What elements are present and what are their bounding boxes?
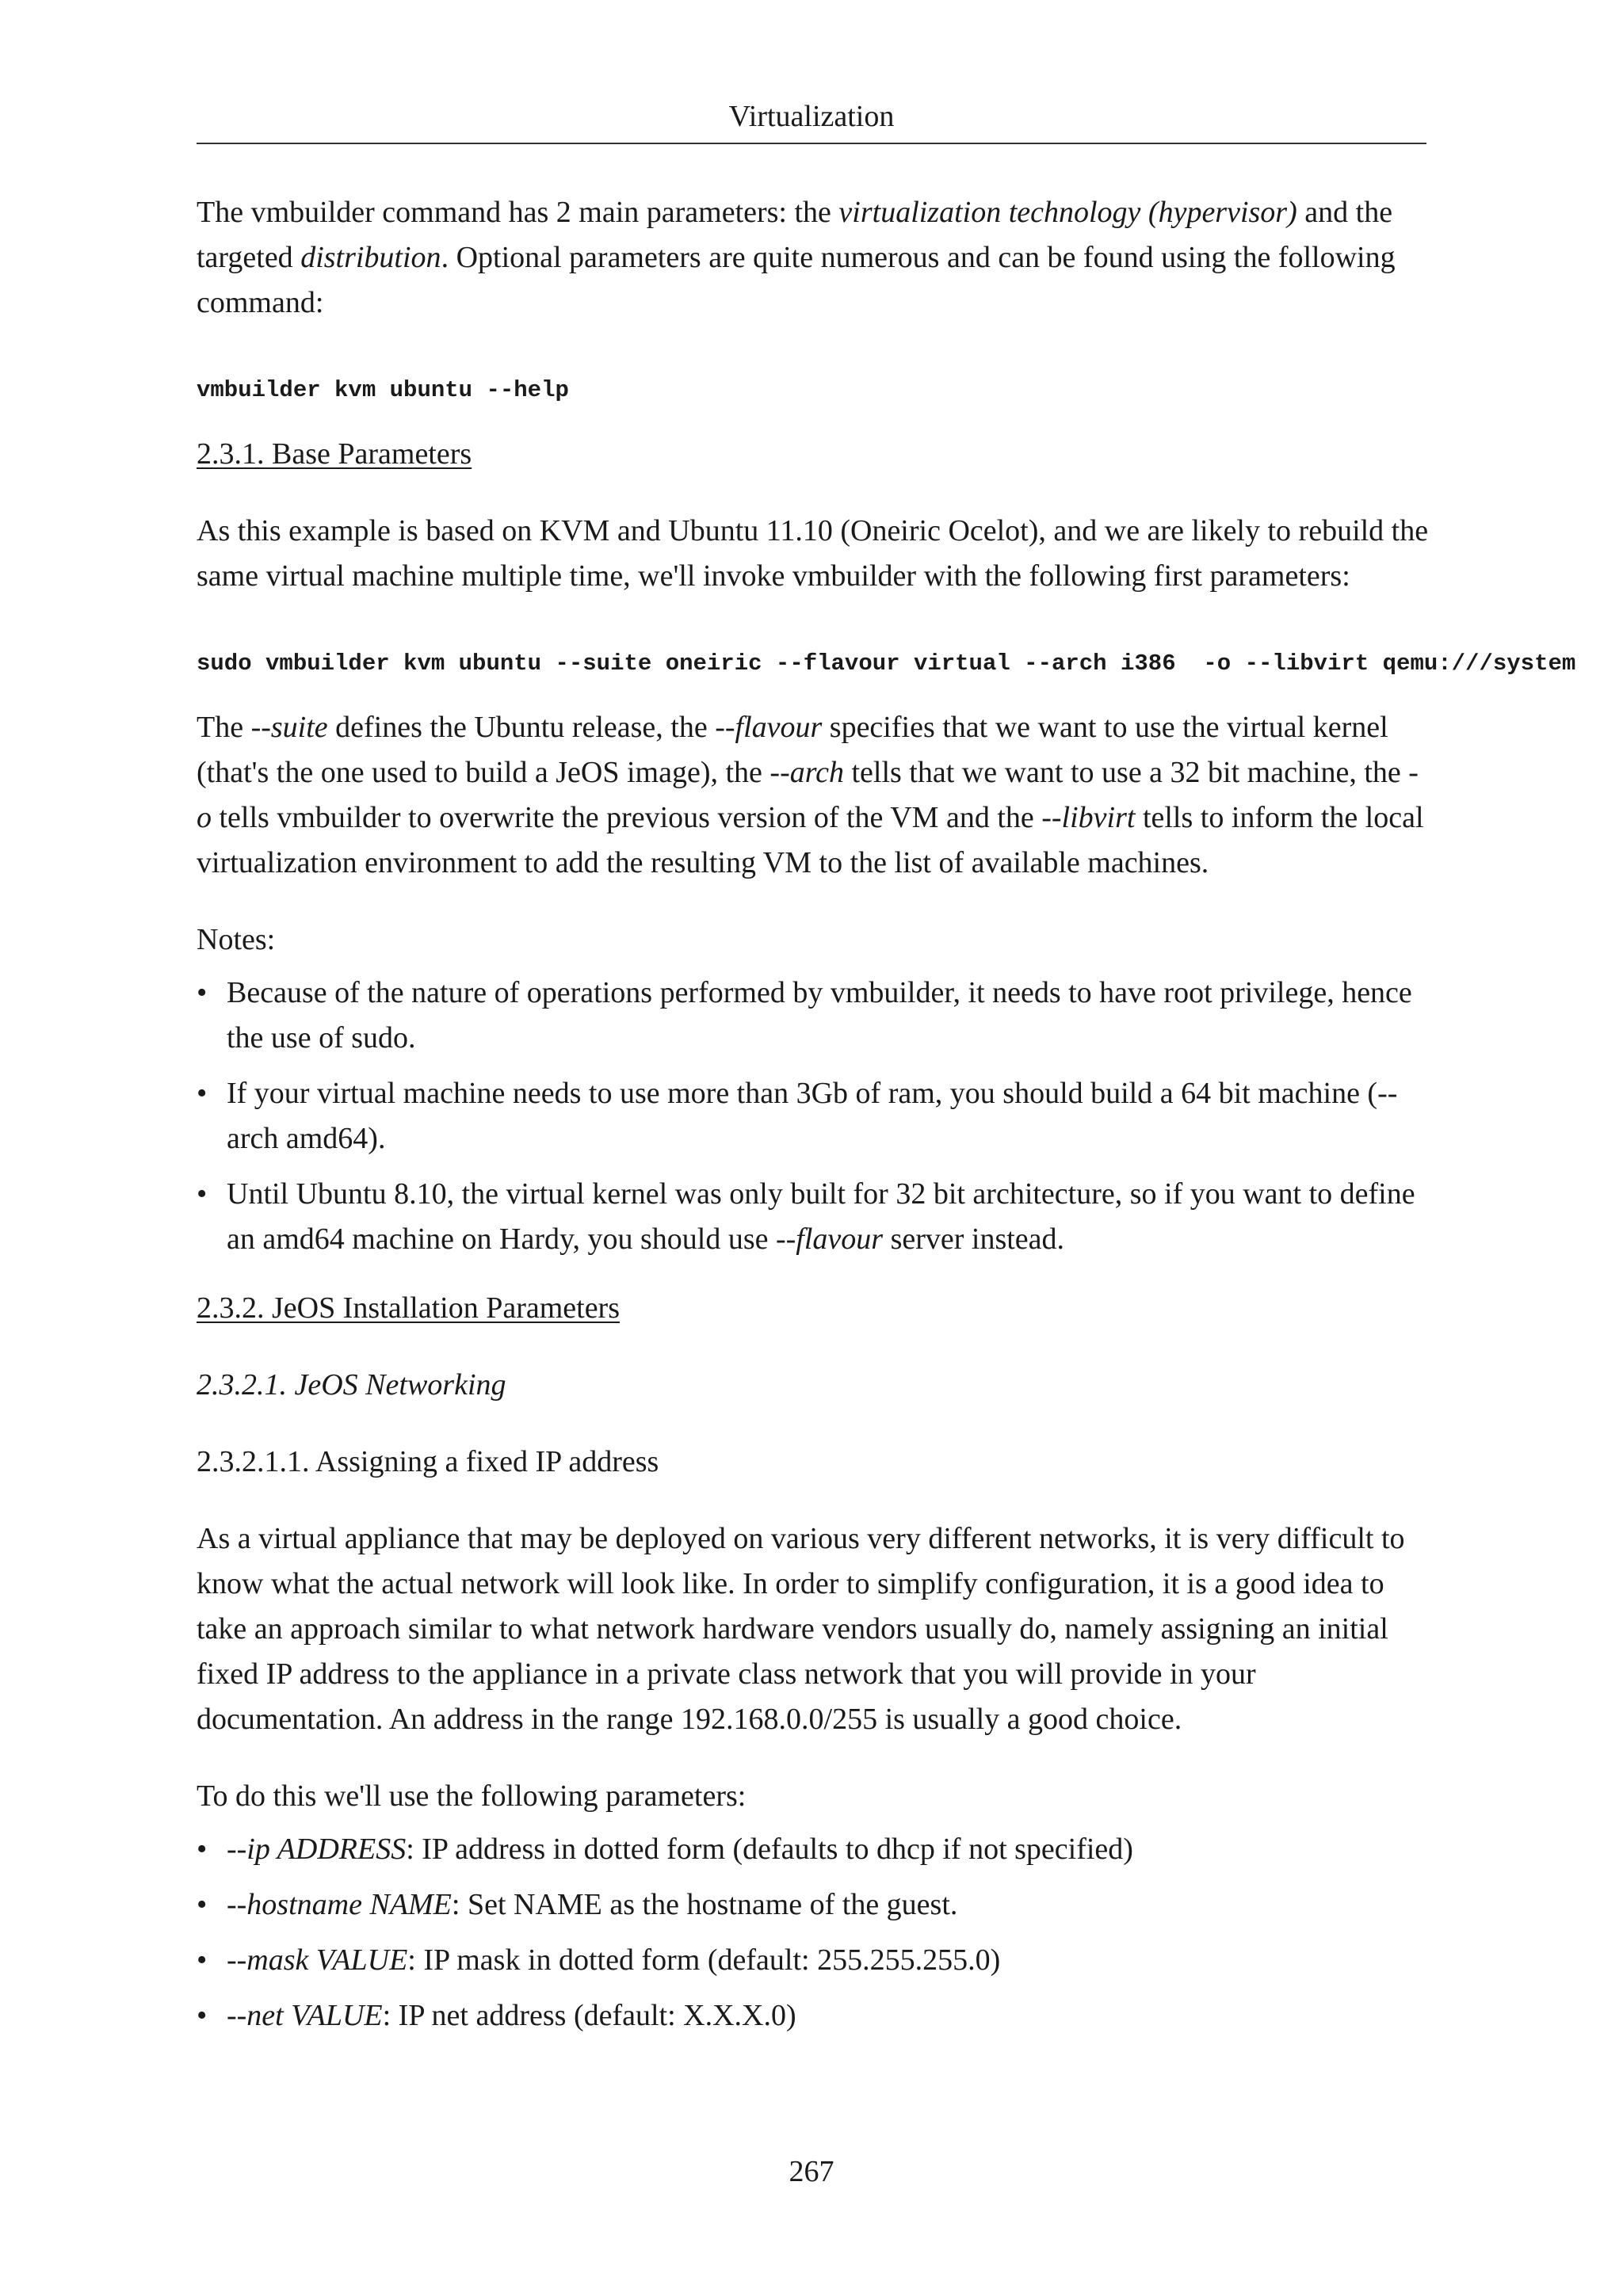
- suite-paragraph: [197, 705, 1433, 886]
- note-text-hardy-b: server instead.: [883, 1222, 1065, 1256]
- intro-text-1: The vmbuilder command has 2 main parameters: the: [197, 196, 839, 229]
- bullet-icon: •: [197, 1177, 208, 1211]
- note-emphasis-flavour: --flavour: [776, 1222, 884, 1256]
- suite-emphasis-o: o: [197, 801, 212, 834]
- intro-emphasis-hypervisor: virtualization technology (hypervisor): [838, 196, 1297, 229]
- bullet-icon: •: [197, 1943, 208, 1977]
- params-list: [197, 1827, 1433, 2039]
- page-number: 267: [789, 2155, 834, 2188]
- bullet-icon: •: [197, 1888, 208, 1921]
- code-line-help: vmbuilder kvm ubuntu --help: [197, 377, 569, 403]
- suite-text-4: tells that we want to use a 32 bit machine, the -: [843, 756, 1419, 789]
- section-heading-fixed-ip: 2.3.2.1.1. Assigning a fixed IP address: [197, 1445, 659, 1478]
- suite-text-6: tells to inform the local virtualization environment to add the resulting VM to the list of available machines.: [197, 801, 1424, 879]
- param-description: : IP address in dotted form (defaults to dhcp if not specified): [406, 1833, 1133, 1866]
- suite-emphasis-arch: --arch: [769, 756, 844, 789]
- param-description: : IP net address (default: X.X.X.0): [382, 1999, 796, 2032]
- note-text-64bit: If your virtual machine needs to use more than 3Gb of ram, you should build a 64 bit machine (--arch amd64).: [227, 1077, 1398, 1155]
- param-description: : IP mask in dotted form (default: 255.255.255.0): [407, 1943, 1001, 1977]
- bullet-icon: •: [197, 1833, 208, 1866]
- param-list-item: [197, 1938, 1433, 1983]
- code-line-vmbuilder: sudo vmbuilder kvm ubuntu --suite oneiric --flavour virtual --arch i386 -o --libvirt qemu:///system: [197, 650, 1576, 677]
- bullet-icon: •: [197, 976, 208, 1009]
- param-list-item: [197, 1882, 1433, 1928]
- notes-list-item: [197, 1172, 1433, 1262]
- code-block-help: [197, 375, 1623, 406]
- suite-text-3: specifies that we want to use the virtual kernel (that's the one used to build a JeOS image), the: [197, 711, 1388, 789]
- param-name: --net VALUE: [227, 1999, 383, 2032]
- param-name: --ip ADDRESS: [227, 1833, 407, 1866]
- notes-list-item: [197, 971, 1433, 1061]
- running-header: Virtualization: [728, 100, 895, 133]
- bullet-icon: •: [197, 1999, 208, 2032]
- suite-emphasis-suite: --suite: [250, 711, 328, 744]
- code-block-vmbuilder: [197, 648, 1623, 680]
- appliance-paragraph: As a virtual appliance that may be deployed on various very different networks, it is very difficult to know what the actual network will look like. In order to simplify configuration, it is a good idea to take an approach similar to what network hardware vendors usually do, namely assigning an initial fixed IP address to the appliance in a private class network that you will provide in your documentation. An address in the range 192.168.0.0/255 is usually a good choice.: [197, 1522, 1405, 1736]
- page-body: [197, 190, 1576, 2049]
- param-description: : Set NAME as the hostname of the guest.: [451, 1888, 958, 1921]
- param-list-item: [197, 1827, 1433, 1872]
- suite-emphasis-flavour: --flavour: [715, 711, 823, 744]
- suite-emphasis-libvirt: --libvirt: [1041, 801, 1136, 834]
- notes-list: [197, 971, 1433, 1262]
- section-heading-base-parameters: 2.3.1. Base Parameters: [197, 437, 472, 471]
- header-rule: [197, 143, 1426, 144]
- params-intro: To do this we'll use the following parameters:: [197, 1779, 747, 1813]
- intro-emphasis-distribution: distribution: [300, 241, 441, 274]
- intro-paragraph: [197, 190, 1433, 326]
- param-list-item: [197, 1993, 1433, 2039]
- intro-text-2: and the targeted: [197, 196, 1393, 274]
- section-heading-jeos-networking: 2.3.2.1. JeOS Networking: [197, 1368, 506, 1402]
- param-name: --hostname NAME: [227, 1888, 452, 1921]
- suite-text-5: tells vmbuilder to overwrite the previous version of the VM and the: [212, 801, 1042, 834]
- suite-text-1: The: [197, 711, 251, 744]
- base-parameters-paragraph: As this example is based on KVM and Ubuntu 11.10 (Oneiric Ocelot), and we are likely to rebuild the same virtual machine multiple time, we'll invoke vmbuilder with the following first parameters:: [197, 514, 1429, 593]
- notes-list-item: [197, 1071, 1433, 1161]
- notes-label: Notes:: [197, 923, 276, 956]
- param-name: --mask VALUE: [227, 1943, 408, 1977]
- section-heading-jeos-installation: 2.3.2. JeOS Installation Parameters: [197, 1291, 621, 1325]
- suite-text-2: defines the Ubuntu release, the: [327, 711, 716, 744]
- bullet-icon: •: [197, 1077, 208, 1110]
- note-text-hardy-a: Until Ubuntu 8.10, the virtual kernel was only built for 32 bit architecture, so if you want to define an amd64 machine on Hardy, you should use: [227, 1177, 1415, 1256]
- note-text-root-privilege: Because of the nature of operations performed by vmbuilder, it needs to have root privilege, hence the use of sudo.: [227, 976, 1412, 1055]
- intro-text-3: . Optional parameters are quite numerous and can be found using the following command:: [197, 241, 1396, 319]
